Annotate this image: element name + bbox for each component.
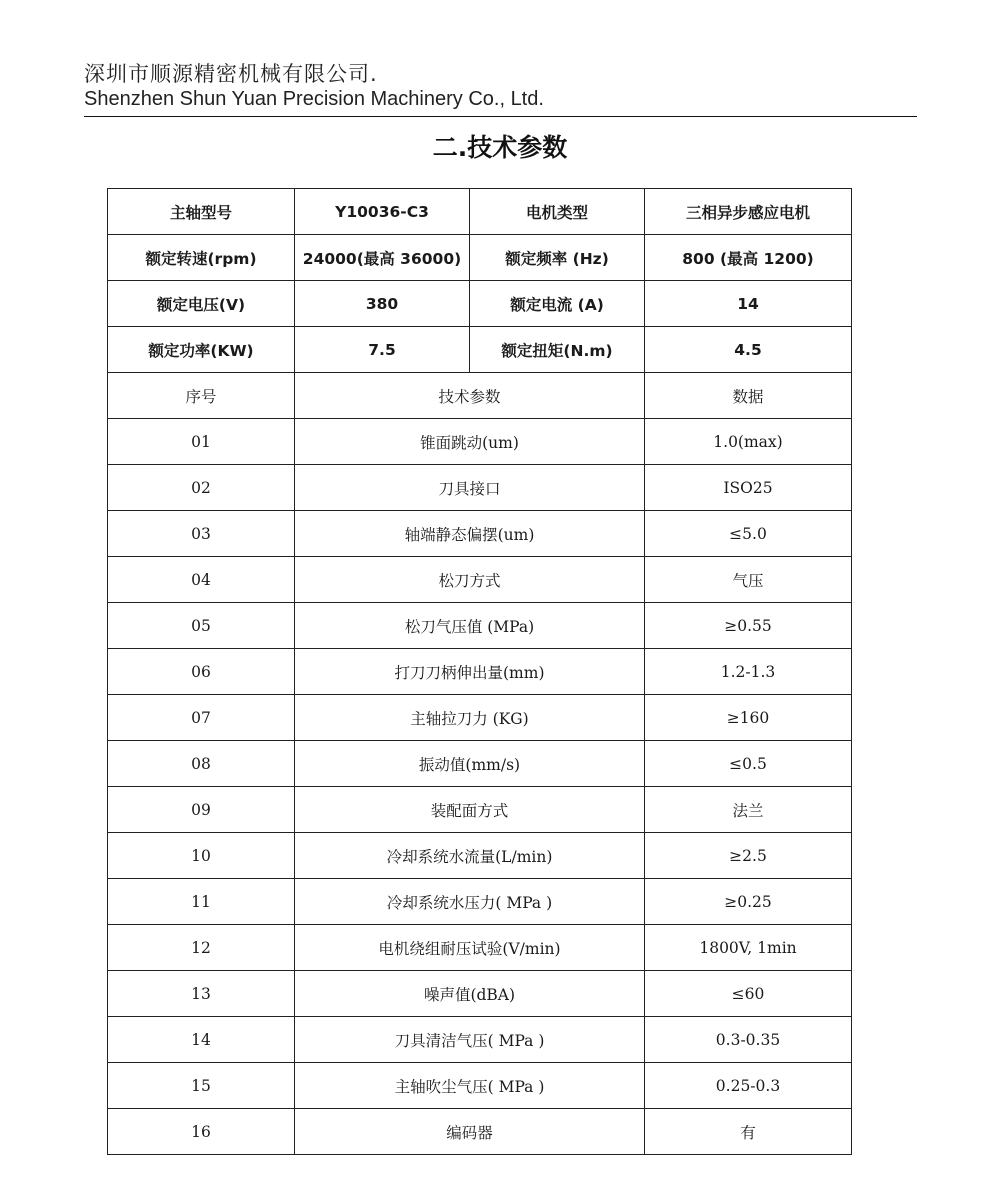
- param-name-cell: 装配面方式: [295, 787, 645, 833]
- param-no-cell: 01: [108, 419, 295, 465]
- company-name-cn: 深圳市顺源精密机械有限公司.: [84, 62, 378, 86]
- spec-label-cell: 额定频率 (Hz): [470, 235, 645, 281]
- param-value-cell: 有: [645, 1109, 852, 1155]
- param-value-cell: 法兰: [645, 787, 852, 833]
- param-row: [108, 833, 852, 879]
- spec-value-cell: Y10036-C3: [295, 189, 470, 235]
- param-row: [108, 419, 852, 465]
- param-name-cell: 刀具接口: [295, 465, 645, 511]
- spec-table-body: [108, 189, 852, 1155]
- spec-table: [107, 188, 852, 1155]
- param-value-cell: ≤0.5: [645, 741, 852, 787]
- param-name-cell: 主轴拉刀力 (KG): [295, 695, 645, 741]
- param-name-cell: 打刀刀柄伸出量(mm): [295, 649, 645, 695]
- column-header-param: 技术参数: [295, 373, 645, 419]
- param-row: [108, 1017, 852, 1063]
- param-value-cell: ISO25: [645, 465, 852, 511]
- company-name-en: Shenzhen Shun Yuan Precision Machinery Co., Ltd.: [84, 88, 544, 110]
- param-name-cell: 松刀方式: [295, 557, 645, 603]
- param-row: [108, 1063, 852, 1109]
- param-no-cell: 06: [108, 649, 295, 695]
- spec-value-cell: 三相异步感应电机: [645, 189, 852, 235]
- param-name-cell: 冷却系统水压力( MPa ): [295, 879, 645, 925]
- spec-value-cell: 24000(最高 36000): [295, 235, 470, 281]
- spec-value-cell: 7.5: [295, 327, 470, 373]
- param-row: [108, 787, 852, 833]
- param-value-cell: ≥0.25: [645, 879, 852, 925]
- param-no-cell: 05: [108, 603, 295, 649]
- param-name-cell: 电机绕组耐压试验(V/min): [295, 925, 645, 971]
- param-row: [108, 465, 852, 511]
- spec-value-cell: 14: [645, 281, 852, 327]
- param-value-cell: ≥2.5: [645, 833, 852, 879]
- spec-label-cell: 额定功率(KW): [108, 327, 295, 373]
- param-name-cell: 振动值(mm/s): [295, 741, 645, 787]
- param-name-cell: 刀具清洁气压( MPa ): [295, 1017, 645, 1063]
- param-row: [108, 879, 852, 925]
- spec-label-cell: 额定扭矩(N.m): [470, 327, 645, 373]
- column-header-value: 数据: [645, 373, 852, 419]
- param-value-cell: 1.0(max): [645, 419, 852, 465]
- param-value-cell: 气压: [645, 557, 852, 603]
- param-row: [108, 741, 852, 787]
- param-no-cell: 10: [108, 833, 295, 879]
- param-no-cell: 13: [108, 971, 295, 1017]
- spec-summary-row: [108, 281, 852, 327]
- spec-value-cell: 380: [295, 281, 470, 327]
- param-name-cell: 轴端静态偏摆(um): [295, 511, 645, 557]
- spec-summary-row: [108, 189, 852, 235]
- param-no-cell: 12: [108, 925, 295, 971]
- spec-label-cell: 额定电压(V): [108, 281, 295, 327]
- param-no-cell: 08: [108, 741, 295, 787]
- param-row: [108, 695, 852, 741]
- spec-summary-row: [108, 327, 852, 373]
- param-row: [108, 649, 852, 695]
- param-no-cell: 15: [108, 1063, 295, 1109]
- param-value-cell: ≤60: [645, 971, 852, 1017]
- spec-label-cell: 额定转速(rpm): [108, 235, 295, 281]
- param-no-cell: 14: [108, 1017, 295, 1063]
- param-value-cell: 1800V, 1min: [645, 925, 852, 971]
- column-header-no: 序号: [108, 373, 295, 419]
- param-row: [108, 1109, 852, 1155]
- section-title: 二.技术参数: [432, 133, 568, 162]
- param-no-cell: 04: [108, 557, 295, 603]
- param-value-cell: ≥0.55: [645, 603, 852, 649]
- param-name-cell: 锥面跳动(um): [295, 419, 645, 465]
- param-header-row: [108, 373, 852, 419]
- spec-summary-row: [108, 235, 852, 281]
- param-no-cell: 07: [108, 695, 295, 741]
- param-row: [108, 971, 852, 1017]
- param-row: [108, 557, 852, 603]
- param-value-cell: 0.3-0.35: [645, 1017, 852, 1063]
- param-no-cell: 03: [108, 511, 295, 557]
- param-row: [108, 603, 852, 649]
- param-value-cell: 1.2-1.3: [645, 649, 852, 695]
- param-no-cell: 11: [108, 879, 295, 925]
- spec-label-cell: 额定电流 (A): [470, 281, 645, 327]
- param-name-cell: 松刀气压值 (MPa): [295, 603, 645, 649]
- param-name-cell: 噪声值(dBA): [295, 971, 645, 1017]
- spec-value-cell: 800 (最高 1200): [645, 235, 852, 281]
- param-value-cell: ≤5.0: [645, 511, 852, 557]
- spec-value-cell: 4.5: [645, 327, 852, 373]
- param-name-cell: 主轴吹尘气压( MPa ): [295, 1063, 645, 1109]
- param-value-cell: ≥160: [645, 695, 852, 741]
- param-value-cell: 0.25-0.3: [645, 1063, 852, 1109]
- spec-label-cell: 主轴型号: [108, 189, 295, 235]
- param-row: [108, 925, 852, 971]
- param-no-cell: 09: [108, 787, 295, 833]
- param-row: [108, 511, 852, 557]
- spec-label-cell: 电机类型: [470, 189, 645, 235]
- param-name-cell: 冷却系统水流量(L/min): [295, 833, 645, 879]
- header-divider: [84, 116, 917, 117]
- param-no-cell: 02: [108, 465, 295, 511]
- param-no-cell: 16: [108, 1109, 295, 1155]
- param-name-cell: 编码器: [295, 1109, 645, 1155]
